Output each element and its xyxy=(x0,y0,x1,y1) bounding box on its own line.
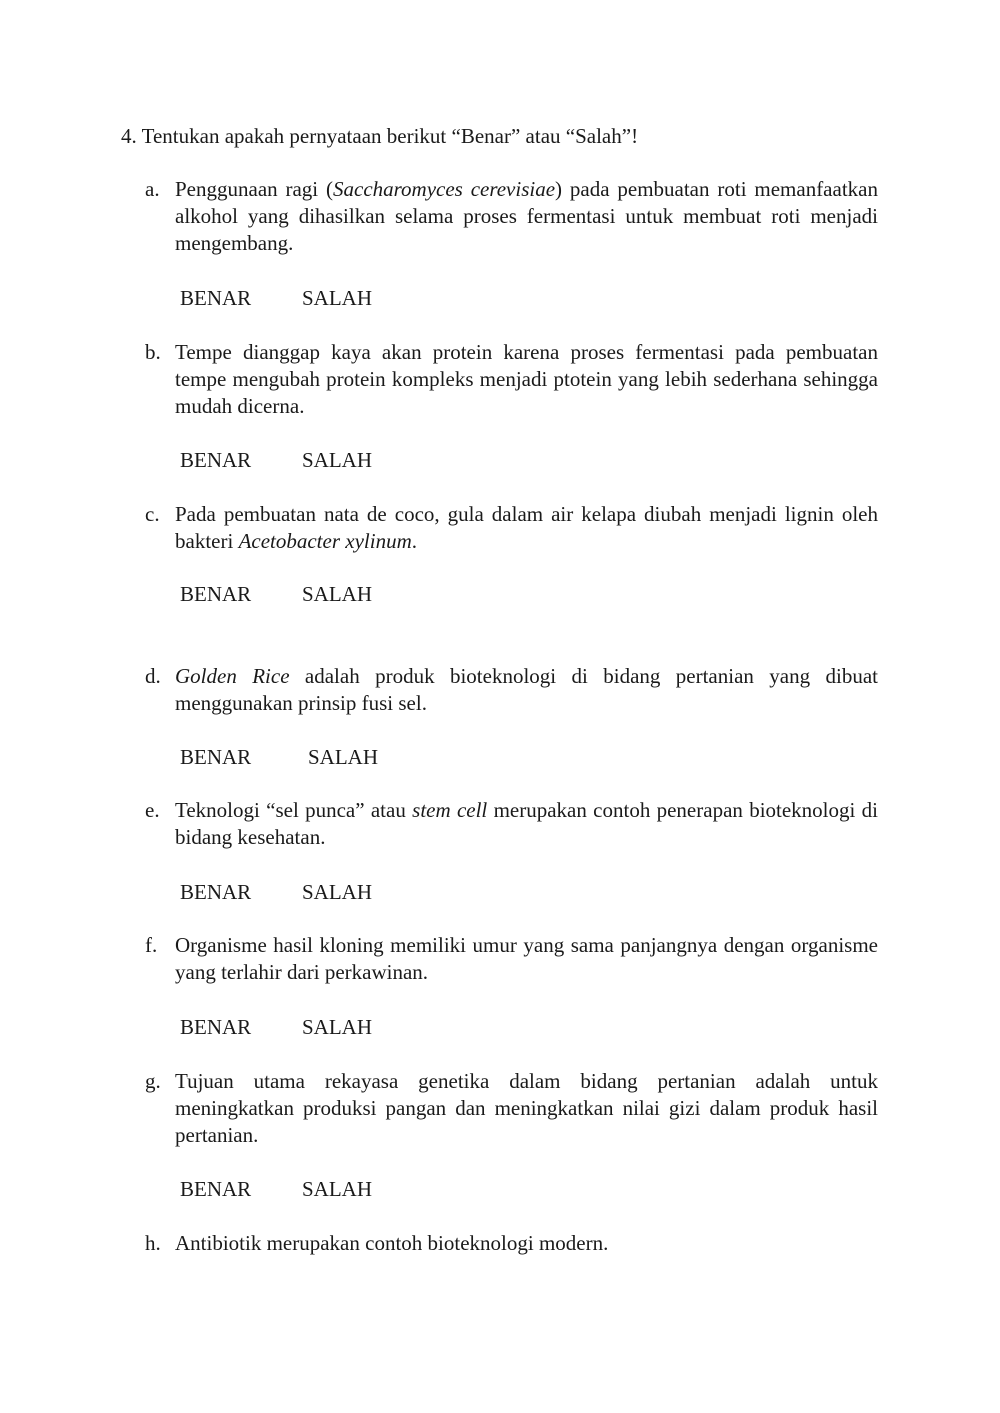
answer-options-e xyxy=(180,878,372,906)
statement-text: Organisme hasil kloning memiliki umur yang sama panjangnya dengan organisme yang terlahir dari perkawinan. xyxy=(175,933,878,984)
statement-d xyxy=(145,663,878,717)
benar-option[interactable]: BENAR xyxy=(180,745,252,769)
salah-option[interactable]: SALAH xyxy=(302,286,373,310)
benar-option[interactable]: BENAR xyxy=(180,1177,252,1201)
benar-option[interactable]: BENAR xyxy=(180,582,252,606)
statement-letter: g. xyxy=(145,1069,161,1093)
statement-letter: e. xyxy=(145,798,160,822)
answer-options-a xyxy=(180,284,372,312)
statement-letter: b. xyxy=(145,340,161,364)
statement-e xyxy=(145,797,878,851)
answer-options-f xyxy=(180,1013,372,1041)
statement-a xyxy=(145,176,878,257)
statement-letter: c. xyxy=(145,502,160,526)
salah-option[interactable]: SALAH xyxy=(308,745,379,769)
question-title: 4. Tentukan apakah pernyataan berikut “Benar” atau “Salah”! xyxy=(121,124,639,148)
statement-letter: f. xyxy=(145,933,158,957)
benar-option[interactable]: BENAR xyxy=(180,448,252,472)
salah-option[interactable]: SALAH xyxy=(302,880,373,904)
answer-options-b xyxy=(180,446,372,474)
statement-text: Teknologi “sel punca” atau stem cell merupakan contoh penerapan bioteknologi di bidang kesehatan. xyxy=(175,798,878,849)
answer-options-d xyxy=(180,743,378,771)
salah-option[interactable]: SALAH xyxy=(302,582,373,606)
statement-text: Pada pembuatan nata de coco, gula dalam air kelapa diubah menjadi lignin oleh bakteri Acetobacter xylinum. xyxy=(175,502,878,553)
salah-option[interactable]: SALAH xyxy=(302,1015,373,1039)
statement-text: Penggunaan ragi (Saccharomyces cerevisiae) pada pembuatan roti memanfaatkan alkohol yang dihasilkan selama proses fermentasi untuk membuat roti menjadi mengembang. xyxy=(175,177,878,255)
statement-text: Golden Rice adalah produk bioteknologi di bidang pertanian yang dibuat menggunakan prinsip fusi sel. xyxy=(175,664,879,715)
statement-f xyxy=(145,932,878,986)
statement-letter: a. xyxy=(145,177,160,201)
statement-h xyxy=(145,1230,878,1257)
salah-option[interactable]: SALAH xyxy=(302,448,373,472)
statement-text: Tujuan utama rekayasa genetika dalam bidang pertanian adalah untuk meningkatkan produksi pangan dan meningkatkan nilai gizi dalam produk hasil pertanian. xyxy=(175,1069,878,1147)
benar-option[interactable]: BENAR xyxy=(180,286,252,310)
statement-g xyxy=(145,1068,878,1149)
answer-options-c xyxy=(180,580,372,608)
statement-text: Tempe dianggap kaya akan protein karena proses fermentasi pada pembuatan tempe mengubah protein kompleks menjadi ptotein yang lebih sederhana sehingga mudah dicerna. xyxy=(175,340,878,418)
statement-b xyxy=(145,339,878,420)
answer-options-g xyxy=(180,1175,372,1203)
benar-option[interactable]: BENAR xyxy=(180,1015,252,1039)
statement-text: Antibiotik merupakan contoh bioteknologi modern. xyxy=(175,1231,609,1255)
statement-c xyxy=(145,501,878,555)
salah-option[interactable]: SALAH xyxy=(302,1177,373,1201)
benar-option[interactable]: BENAR xyxy=(180,880,252,904)
statement-letter: d. xyxy=(145,664,161,688)
statement-letter: h. xyxy=(145,1231,161,1255)
